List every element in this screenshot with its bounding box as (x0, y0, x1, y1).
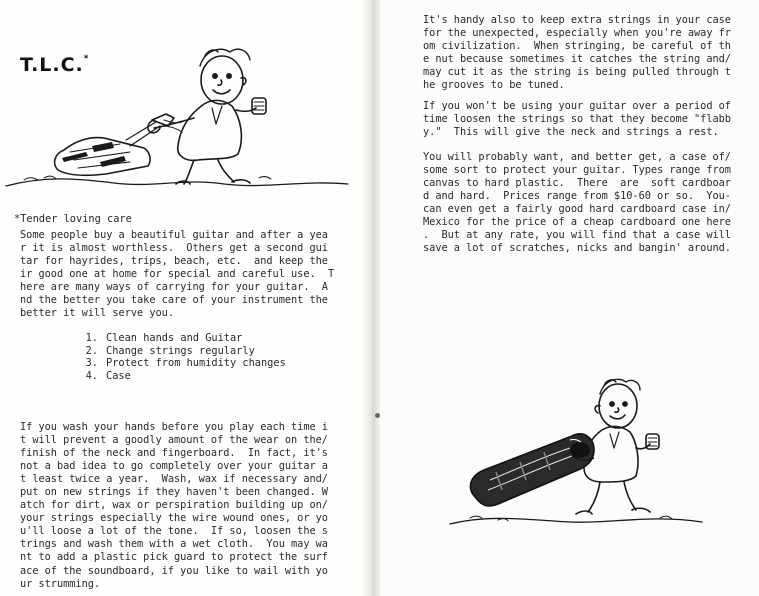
strings-paragraph: It's handy also to keep extra strings in your case for the unexpected, especially when you're away fr om civilization. When stringing, be careful of th e nut because sometimes it catches the string and/ may cut it as the string is being pulled through t he grooves to be tuned. (423, 14, 731, 92)
cleaning-paragraph: If you wash your hands before you play each time i t will prevent a goodly amount of the wear on the/ finish of the neck and fingerboard. In fact, it's not a bad idea to go completely over your guitar a t least twice a year. Wash, wax if necessary and/ put on new strings if they haven't been changed. W atch for dirt, wax or perspiration building up on/ your strings especially the wire wound ones, or yo u'll loose a lot of the tone. If so, loosen the s trings and wash them with a wet cloth. You may wa nt to add a plastic pick guard to protect the surf ace of the soundboard, if you like to wail with yo ur strumming. (20, 421, 328, 590)
list-item: 1. Clean hands and Guitar (85, 332, 243, 344)
page-title: T.L.C.* (20, 53, 90, 76)
cartoon-man-dragging-guitar-illustration (4, 28, 349, 188)
list-item: 4. Case (85, 370, 131, 383)
page-mark (375, 413, 380, 418)
left-page (0, 0, 372, 596)
list-item: 3. Protect from humidity changes (85, 357, 286, 370)
cartoon-man-carrying-guitar-case-illustration (440, 372, 710, 552)
loosen-strings-paragraph: If you won't be using your guitar over a period of time loosen the strings so that they become "flabb y." This will give the neck and strings a rest. (423, 100, 731, 139)
intro-paragraph: Some people buy a beautiful guitar and after a yea r it is almost worthless. Others get a second gui tar for hayrides, trips, beach, etc. and keep the ir good one at home for special and careful use. T here are many ways of carrying for your guitar. A nd the better you take care of your instrument the better it will serve you. (20, 229, 335, 320)
care-list (72, 332, 286, 383)
right-page (380, 0, 759, 596)
case-paragraph: You will probably want, and better get, a case of/ some sort to protect your guitar. Types range from canvas to hard plastic. There are soft cardboar d and hard. Prices range from $10-60 or so. You- can even get a fairly good hard cardboard case in/ Mexico for the price of a cheap cardboard one here . But at any rate, you will find that a case will save a lot of scratches, nicks and bangin' around. (423, 151, 731, 255)
footnote: *Tender loving care (14, 213, 132, 225)
list-item: 2. Change strings regularly (85, 344, 255, 357)
